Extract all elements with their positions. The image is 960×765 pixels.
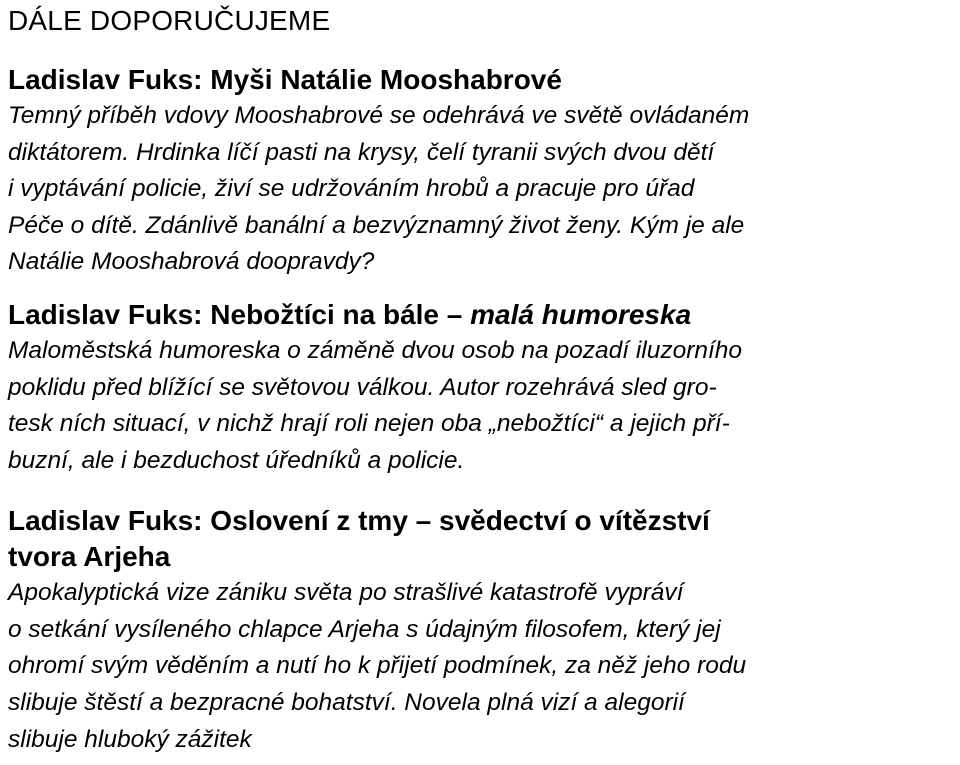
book-title-text: Ladislav Fuks: Nebožtíci na bále <box>8 299 440 330</box>
book-title <box>8 503 956 575</box>
book-entry-osloveni <box>8 503 956 759</box>
description-line: Apokalyptická vize zániku světa po strašlivé katastrofě vypráví <box>8 579 684 606</box>
section-heading: DÁLE DOPORUČUJEME <box>8 5 331 36</box>
description-line: Péče o dítě. Zdánlivě banální a bezvýznamný život ženy. Kým je ale <box>8 211 745 239</box>
book-title-line: tvora Arjeha <box>8 541 171 572</box>
book-title: Ladislav Fuks: Nebožtíci na bále – malá humoreska <box>8 299 692 330</box>
book-title-line: Ladislav Fuks: Oslovení z tmy – svědectví o vítězství <box>8 505 710 536</box>
book-description <box>8 98 956 281</box>
description-line: slibuje hluboký zážitek <box>8 725 252 753</box>
book-entry-neboztici <box>8 297 956 479</box>
description-line: o setkání vysíleného chlapce Arjeha s údajným filosofem, který jej <box>8 615 721 643</box>
book-subtitle: malá humoreska <box>470 299 692 330</box>
description-line: slibuje štěstí a bezpracné bohatství. Novela plná vizí a alegorií <box>8 689 685 717</box>
book-description <box>8 575 956 759</box>
description-line: poklidu před blížící se světovou válkou. Autor rozehrává sled gro- <box>8 373 717 401</box>
book-entry-myši <box>8 62 956 281</box>
description-line: i vyptávání policie, živí se udržováním hrobů a pracuje pro úřad <box>8 175 695 202</box>
description-line: Maloměstská humoreska o záměně dvou osob na pozadí iluzorního <box>8 337 743 364</box>
description-line: ohromí svým věděním a nutí ho k přijetí podmínek, za něž jeho rodu <box>8 652 747 680</box>
description-line: Natálie Mooshabrová doopravdy? <box>8 248 375 275</box>
description-line: Temný příběh vdovy Mooshabrové se odehrává ve světě ovládaném <box>8 102 750 129</box>
description-line: tesk ních situací, v nichž hrají roli nejen oba „nebožtíci“ a jejich pří- <box>8 410 730 437</box>
book-title: Ladislav Fuks: Myši Natálie Mooshabrové <box>8 64 562 95</box>
description-line: buzní, ale i bezduchost úředníků a policie. <box>8 446 465 474</box>
book-description <box>8 333 956 479</box>
description-line: diktátorem. Hrdinka líčí pasti na krysy, čelí tyranii svých dvou dětí <box>8 138 715 166</box>
